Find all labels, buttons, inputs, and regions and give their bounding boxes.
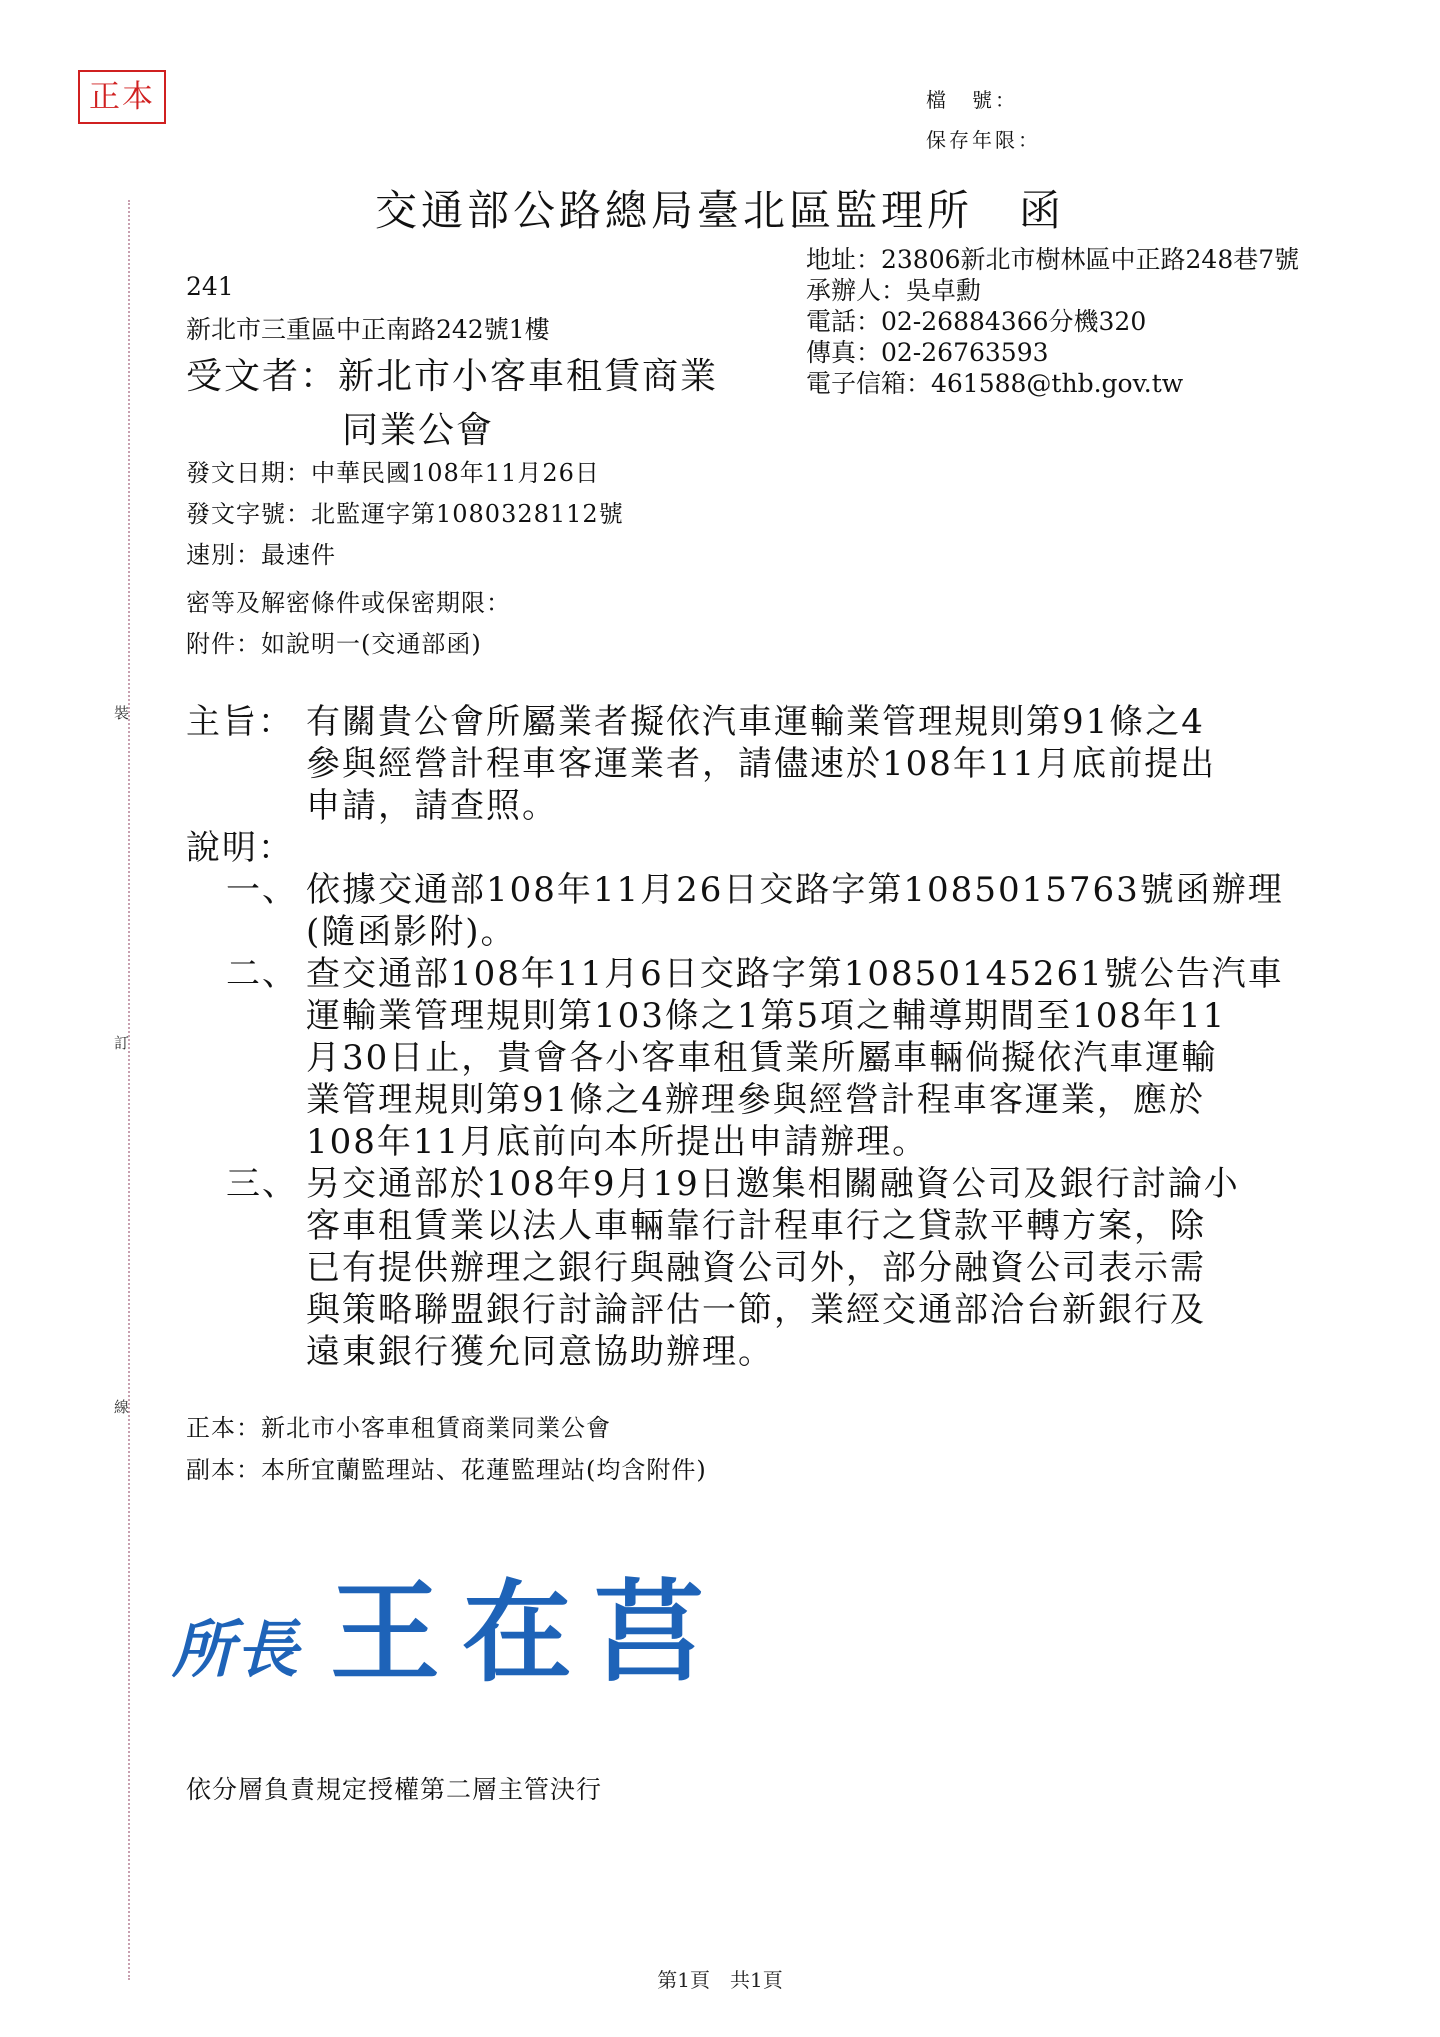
explanation-line: 已有提供辦理之銀行與融資公司外，部分融資公司表示需 xyxy=(306,1248,1206,1288)
explanation-label: 說明： xyxy=(186,828,294,868)
explanation-line: 遠東銀行獲允同意協助辦理。 xyxy=(306,1332,774,1372)
attachment-note: 附件：如說明一(交通部函) xyxy=(186,630,482,658)
explanation-line: 運輸業管理規則第103條之1第5項之輔導期間至108年11 xyxy=(306,996,1227,1036)
explanation-line: 業管理規則第91條之4辦理參與經營計程車客運業，應於 xyxy=(306,1080,1205,1120)
original-copy-stamp: 正本 xyxy=(78,70,166,124)
subject-label: 主旨： xyxy=(186,702,294,742)
copy-recipients: 副本：本所宜蘭監理站、花蓮監理站(均含附件) xyxy=(186,1456,707,1484)
email-address: 電子信箱：461588@thb.gov.tw xyxy=(806,369,1184,398)
explanation-line: 查交通部108年11月6日交路字第10850145261號公告汽車 xyxy=(306,954,1284,994)
recipient-line-2: 同業公會 xyxy=(342,410,495,451)
recipient-block xyxy=(186,350,718,458)
explanation-item-number: 三、 xyxy=(226,1164,298,1204)
explanation-item-number: 二、 xyxy=(226,954,298,994)
subject-line: 申請，請查照。 xyxy=(306,786,558,826)
issue-date: 發文日期：中華民國108年11月26日 xyxy=(186,459,600,487)
document-title: 交通部公路總局臺北區監理所 函 xyxy=(374,186,1065,235)
sender-contact-block xyxy=(806,244,1299,399)
explanation-line: (隨函影附)。 xyxy=(306,912,517,952)
explanation-line: 與策略聯盟銀行討論評估一節，業經交通部洽台新銀行及 xyxy=(306,1290,1206,1330)
explanation-line: 依據交通部108年11月26日交路字第1085015763號函辦理 xyxy=(306,870,1284,910)
director-signature xyxy=(172,1545,726,1703)
explanation-line: 108年11月底前向本所提出申請辦理。 xyxy=(306,1122,929,1162)
delivery-speed: 速別：最速件 xyxy=(186,541,336,569)
authorization-note: 依分層負責規定授權第二層主管決行 xyxy=(186,1775,603,1804)
explanation-item-number: 一、 xyxy=(226,870,298,910)
handler-name: 承辦人：吳卓勳 xyxy=(806,276,982,305)
signature-title: 所長 xyxy=(172,1613,301,1686)
recipient-line-1: 受文者：新北市小客車租賃商業 xyxy=(186,356,719,397)
page-number: 第1頁 共1頁 xyxy=(657,1968,783,1992)
explanation-line: 月30日止，貴會各小客車租賃業所屬車輛倘擬依汽車運輸 xyxy=(306,1038,1218,1078)
subject-line: 有關貴公會所屬業者擬依汽車運輸業管理規則第91條之4 xyxy=(306,702,1205,742)
subject-line: 參與經營計程車客運業者，請儘速於108年11月底前提出 xyxy=(306,744,1217,784)
phone-number: 電話：02-26884366分機320 xyxy=(806,307,1147,336)
binding-mark: 裝 xyxy=(114,704,130,722)
secrecy-level: 密等及解密條件或保密期限： xyxy=(186,589,511,617)
explanation-line: 另交通部於108年9月19日邀集相關融資公司及銀行討論小 xyxy=(306,1164,1240,1204)
retention-period-label: 保存年限： xyxy=(926,128,1041,152)
recipient-zip: 241 xyxy=(186,272,234,301)
sender-address: 地址：23806新北市樹林區中正路248巷7號 xyxy=(806,245,1300,274)
document-number: 發文字號：北監運字第1080328112號 xyxy=(186,500,624,528)
binding-margin-line xyxy=(128,200,130,1980)
original-recipient: 正本：新北市小客車租賃商業同業公會 xyxy=(186,1414,611,1442)
file-number-label: 檔 號： xyxy=(926,88,1018,112)
binding-mark: 線 xyxy=(114,1398,130,1416)
explanation-line: 客車租賃業以法人車輛靠行計程車行之貸款平轉方案，除 xyxy=(306,1206,1206,1246)
binding-mark: 訂 xyxy=(114,1034,130,1052)
recipient-street: 新北市三重區中正南路242號1樓 xyxy=(186,315,550,344)
signature-name: 王在莒 xyxy=(330,1568,727,1697)
fax-number: 傳真：02-26763593 xyxy=(806,338,1049,367)
